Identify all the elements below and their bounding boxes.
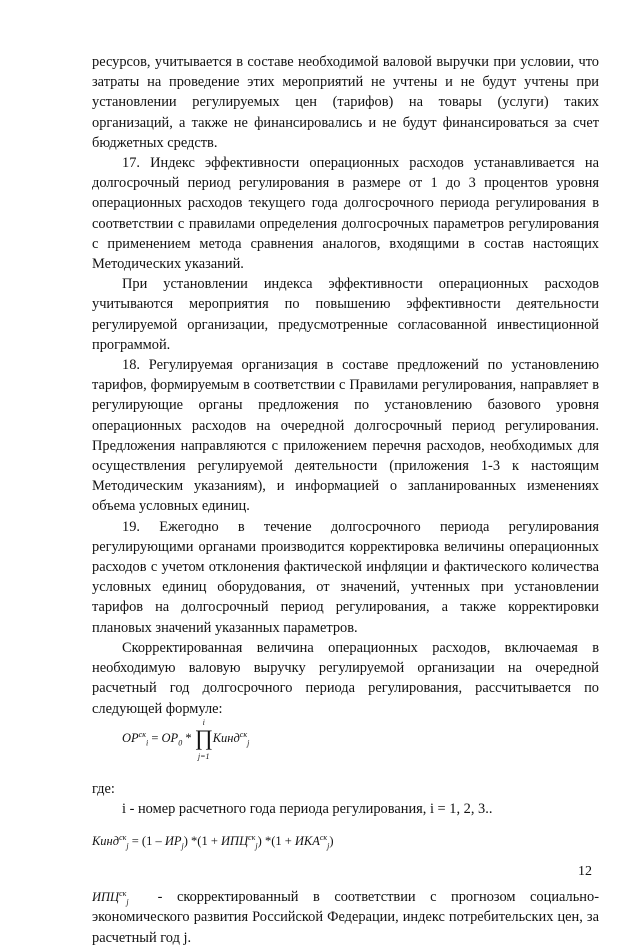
formula-2-part2-close: ) (257, 834, 262, 849)
formula-2-part2-sub: j (255, 841, 258, 851)
formula-2-mult1: * (191, 834, 198, 849)
formula-2-part3-close: ) (329, 834, 334, 849)
paragraph-18: 18. Регулируемая организация в составе предложений по установлению тарифов, формируемым в соответствии с Правилами регулирования, направляет в регулирующие органы предложения по установлению базового уровня операционных расходов на очередной долгосрочный период регулирования. Предложения направляются с приложением перечня расходов, необходимых для осуществления регулируемой деятельности (приложения 1-3 к настоящим Методическим указаниям), и информацией о запланированных изменениях объема условных единиц. (92, 357, 599, 515)
formula-2-part2-open: (1 + (197, 834, 218, 849)
ipc-symbol-base: ИПЦ (92, 890, 120, 905)
product-sign: ∏ (194, 724, 213, 750)
formula-1-lhs-base: OP (122, 730, 139, 745)
formula-1-term-sub: j (247, 738, 250, 748)
index-i-definition: i - номер расчетного года периода регулирования, i = 1, 2, 3.. (122, 800, 493, 817)
product-symbol (194, 717, 213, 761)
formula-1-eq: = (151, 730, 159, 745)
formula-2-lhs-base: Кинд (92, 834, 120, 849)
formula-2-eq: = (131, 834, 139, 849)
formula-2-mult2: * (264, 834, 272, 849)
formula-2-part1-close: ) (183, 834, 188, 849)
formula-2-part3-open: (1 + (271, 834, 292, 849)
ipc-definition (92, 887, 599, 948)
ipc-symbol-sub: j (126, 897, 129, 907)
where-label: где: (92, 780, 115, 797)
product-lower-limit: j=1 (197, 751, 210, 761)
formula-1-rhs-base: OP (161, 730, 179, 745)
paragraph-19: 19. Ежегодно в течение долгосрочного периода регулирования регулирующими органами производится корректировка величины операционных расходов с учетом отклонения фактической инфляции и фактического количества условных единиц оборудования, от значений, учтенных при установлении тарифов на долгосрочный период регулирования, а также корректировки плановых значений указанных параметров. (92, 518, 599, 636)
formula-2-lhs-sup: ск (119, 832, 127, 842)
document-page (92, 52, 599, 948)
ipc-symbol-sup: ск (119, 888, 127, 898)
formula-1-mult: * (185, 730, 192, 745)
formula-2-part1-var: ИР (164, 834, 182, 849)
formula-1-lhs-sub: i (145, 738, 149, 748)
paragraph-corrected-value: Скорректированная величина операционных расходов, включаемая в необходимую валовую выручку регулируемой организации на очередной расчетный год долгосрочного периода регулирования, рассчитывается по следующей формуле: (92, 639, 599, 717)
formula-2-lhs-sub: j (126, 841, 129, 851)
page-number: 12 (578, 864, 592, 879)
formula-kind (92, 831, 599, 871)
paragraph-17: 17. Индекс эффективности операционных расходов устанавливается на долгосрочный период регулирования в размере от 1 до 3 процентов уровня операционных расходов текущего года долгосрочного периода регулирования в соответствии с правилами определения долгосрочных параметров регулирования с применением метода сравнения аналогов, входящими в состав настоящих Методических указаний. (92, 155, 599, 273)
paragraph-resources-continuation: ресурсов, учитывается в составе необходимой валовой выручки при условии, что затраты на проведение этих мероприятий не учтены и не будут учтены при установлении регулируемых цен (тарифов) на товары (услуги) таких организаций, а также не финансировались и не будут финансироваться за счет бюджетных средств. (92, 54, 599, 151)
ipc-definition-text: - скорректированный в соответствии с прогнозом социально-экономического развития Российской Федерации, индекс потребительских цен, за расчетный год j. (92, 889, 599, 946)
formula-1-rhs-sub: 0 (178, 738, 183, 748)
formula-2-part3-sup: ск (319, 832, 328, 842)
formula-op-corrected (122, 719, 599, 779)
formula-2-part2-sup: ск (248, 832, 256, 842)
formula-2-part3-var: ИКА (294, 834, 320, 849)
formula-2-part1-sub: j (181, 841, 184, 851)
formula-2-part3-sub: j (327, 841, 330, 851)
paragraph-efficiency-index: При установлении индекса эффективности операционных расходов учитываются мероприятия по повышению эффективности деятельности регулируемой организации, предусмотренные согласованной инвестиционной программой. (92, 276, 599, 353)
formula-2-part1-open: (1 – (141, 834, 162, 849)
formula-1-term-sup: ск (239, 729, 248, 739)
product-upper-limit: i (202, 717, 205, 727)
formula-1-term-base: Кинд (212, 730, 240, 745)
formula-1-lhs-sup: ск (138, 729, 146, 739)
formula-2-part2-var: ИПЦ (221, 834, 249, 849)
ipc-symbol (92, 888, 129, 907)
